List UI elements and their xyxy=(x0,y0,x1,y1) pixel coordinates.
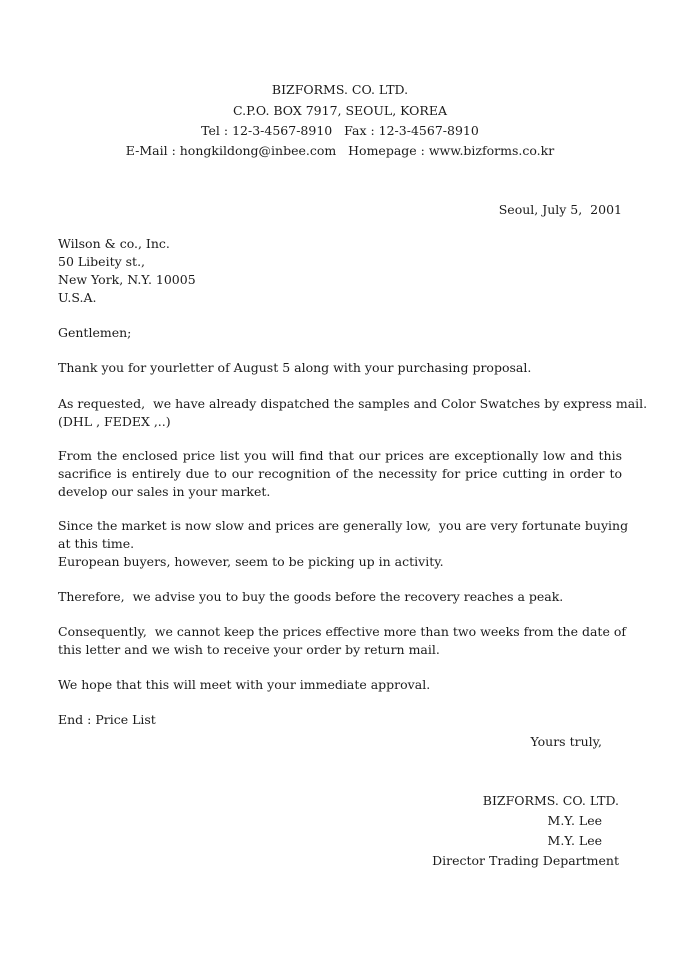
letter-date: Seoul, July 5, 2001 xyxy=(498,202,622,217)
paragraph-3-line-2: sacrifice is entirely due to our recognition of the necessity for price cutting in order to xyxy=(58,466,622,481)
enclosure: End : Price List xyxy=(58,712,156,727)
paragraph-6-line-2: this letter and we wish to receive your order by return mail. xyxy=(58,642,440,657)
letterhead-tel-fax: Tel : 12-3-4567-8910 Fax : 12-3-4567-8910 xyxy=(201,123,479,138)
signature-name-2: M.Y. Lee xyxy=(547,833,602,848)
recipient-country: U.S.A. xyxy=(58,290,97,305)
closing: Yours truly, xyxy=(530,734,602,749)
paragraph-2-line-1: As requested, we have already dispatched the samples and Color Swatches by express mail. xyxy=(58,396,648,411)
paragraph-2-line-2: (DHL , FEDEX ,..) xyxy=(58,414,171,429)
signature-company: BIZFORMS. CO. LTD. xyxy=(482,793,619,808)
paragraph-7: We hope that this will meet with your immediate approval. xyxy=(58,677,431,692)
paragraph-4-line-2: at this time. xyxy=(58,536,135,551)
paragraph-5: Therefore, we advise you to buy the goods before the recovery reaches a peak. xyxy=(58,589,564,604)
signature-name-1: M.Y. Lee xyxy=(547,813,602,828)
salutation: Gentlemen; xyxy=(58,325,132,340)
paragraph-1: Thank you for yourletter of August 5 along with your purchasing proposal. xyxy=(58,360,532,375)
letterhead-company: BIZFORMS. CO. LTD. xyxy=(271,82,409,97)
signature-title: Director Trading Department xyxy=(432,853,619,868)
letterhead-email-homepage: E-Mail : hongkildong@inbee.com Homepage : www.bizforms.co.kr xyxy=(125,143,555,158)
recipient-city: New York, N.Y. 10005 xyxy=(58,272,196,287)
paragraph-6-line-1: Consequently, we cannot keep the prices effective more than two weeks from the date of xyxy=(58,624,626,639)
paragraph-4-line-1: Since the market is now slow and prices are generally low, you are very fortunate buying xyxy=(58,518,629,533)
letterhead-address: C.P.O. BOX 7917, SEOUL, KOREA xyxy=(232,103,447,118)
recipient-street: 50 Libeity st., xyxy=(58,254,146,269)
paragraph-4-line-3: European buyers, however, seem to be picking up in activity. xyxy=(58,554,444,569)
recipient-name: Wilson & co., Inc. xyxy=(58,236,170,251)
paragraph-3-line-3: develop our sales in your market. xyxy=(58,484,271,499)
paragraph-3-line-1: From the enclosed price list you will find that our prices are exceptionally low and this xyxy=(58,448,622,463)
